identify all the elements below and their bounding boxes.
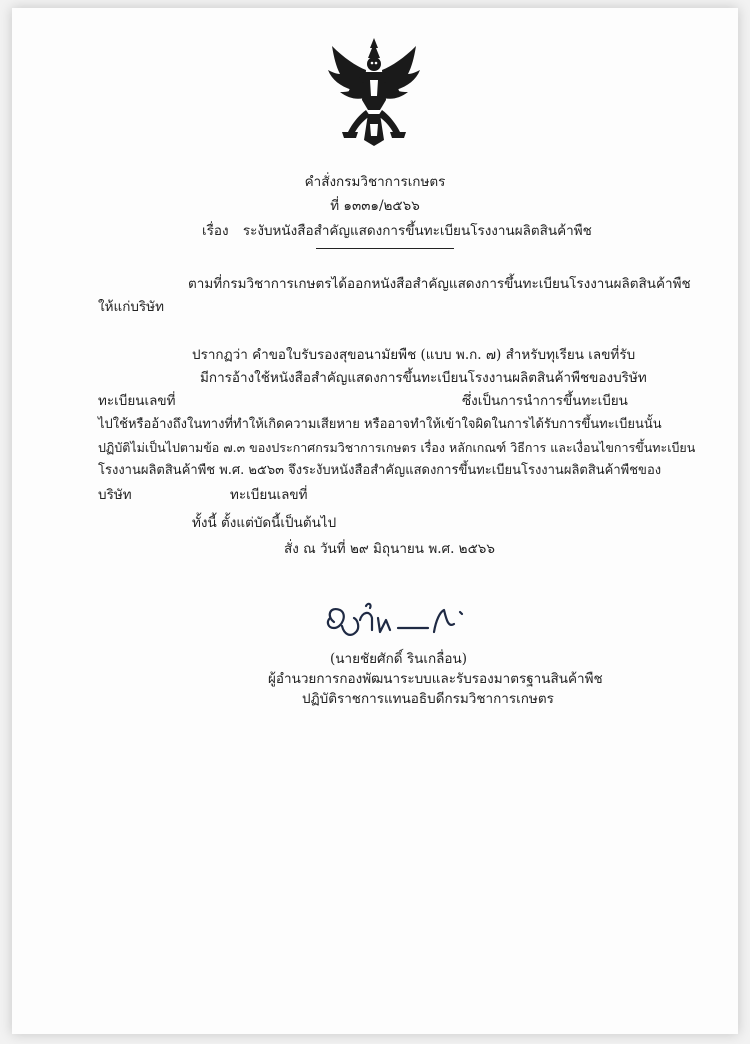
paragraph-2-line-6: โรงงานผลิตสินค้าพืช พ.ศ. ๒๕๖๓ จึงระงับหนังสือสำคัญแสดงการขึ้นทะเบียนโรงงานผลิตสินค้าพืชของ — [98, 463, 662, 478]
paragraph-2-line-4: ไปใช้หรืออ้างถึงในทางที่ทำให้เกิดความเสียหาย หรืออาจทำให้เข้าใจผิดในการได้รับการขึ้นทะเบียนนั้น — [98, 417, 662, 432]
paragraph-2-line-3-start: ทะเบียนเลขที่ — [98, 393, 176, 409]
signatory-acting-for: ปฏิบัติราชการแทนอธิบดีกรมวิชาการเกษตร — [302, 691, 554, 707]
subject-label: เรื่อง — [202, 223, 229, 239]
effective-statement: ทั้งนี้ ตั้งแต่บัดนี้เป็นต้นไป — [192, 515, 337, 531]
paragraph-2-line-1: ปรากฏว่า คำขอใบรับรองสุขอนามัยพืช (แบบ พ.ก. ๗) สำหรับทุเรียน เลขที่รับ — [192, 347, 636, 363]
handwritten-signature — [320, 598, 480, 648]
subject-line — [202, 222, 592, 240]
paragraph-2-line-7-start: บริษัท — [98, 487, 132, 503]
paragraph-2-line-7-end: ทะเบียนเลขที่ — [230, 487, 308, 503]
document-title: คำสั่งกรมวิชาการเกษตร — [304, 174, 446, 190]
signatory-name: (นายชัยศักดิ์ รินเกลื่อน) — [330, 651, 468, 667]
paragraph-2-line-5: ปฏิบัติไม่เป็นไปตามข้อ ๗.๓ ของประกาศกรมวิชาการเกษตร เรื่อง หลักเกณฑ์ วิธีการ และเงื่อนไขการขึ้นทะเบียน — [98, 440, 696, 455]
paragraph-2-line-2: มีการอ้างใช้หนังสือสำคัญแสดงการขึ้นทะเบียนโรงงานผลิตสินค้าพืชของบริษัท — [200, 370, 647, 386]
signatory-position: ผู้อำนวยการกองพัฒนาระบบและรับรองมาตรฐานสินค้าพืช — [268, 671, 603, 687]
subject-text: ระงับหนังสือสำคัญแสดงการขึ้นทะเบียนโรงงานผลิตสินค้าพืช — [242, 223, 592, 239]
order-number: ที่ ๑๓๓๑/๒๕๖๖ — [330, 198, 420, 214]
garuda-emblem-icon — [318, 36, 430, 148]
paragraph-2-line-3-end: ซึ่งเป็นการนำการขึ้นทะเบียน — [462, 393, 628, 409]
order-date: สั่ง ณ วันที่ ๒๙ มิถุนายน พ.ศ. ๒๕๖๖ — [284, 541, 495, 557]
paragraph-1-line-1: ตามที่กรมวิชาการเกษตรได้ออกหนังสือสำคัญแสดงการขึ้นทะเบียนโรงงานผลิตสินค้าพืช — [188, 276, 691, 292]
paragraph-1-line-2: ให้แก่บริษัท — [98, 299, 164, 315]
title-divider — [316, 248, 454, 249]
document-page — [12, 8, 738, 1034]
